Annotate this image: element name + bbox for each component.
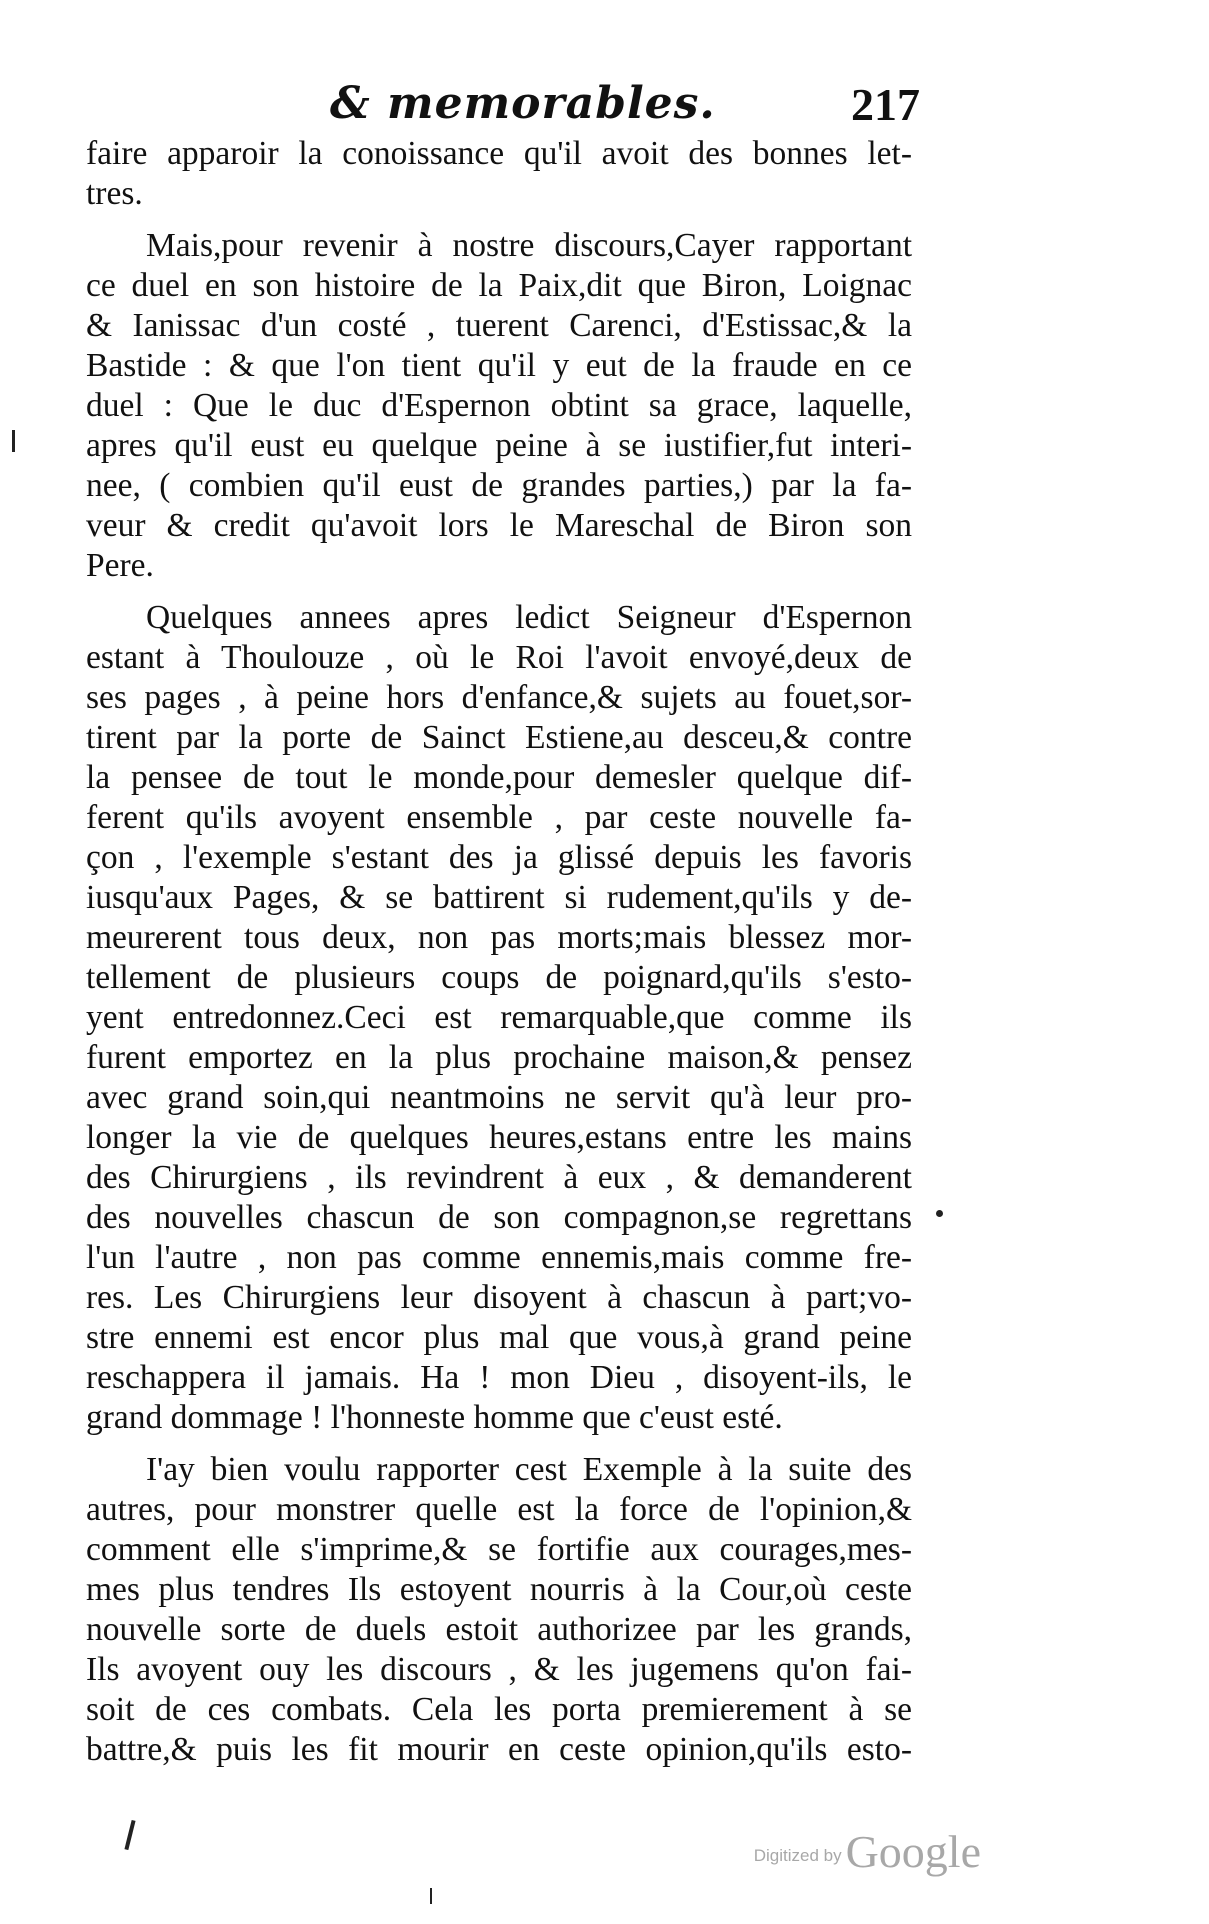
text-line: meurerent tous deux, non pas morts;mais blessez mor- bbox=[86, 919, 912, 956]
text-line: res. Les Chirurgiens leur disoyent à chascun à part;vo- bbox=[86, 1279, 912, 1316]
text-line: & Ianissac d'un costé , tuerent Carenci, d'Estissac,& la bbox=[86, 307, 912, 344]
text-line: ce duel en son histoire de la Paix,dit que Biron, Loignac bbox=[86, 267, 912, 304]
text-line: tellement de plusieurs coups de poignard,qu'ils s'esto- bbox=[86, 959, 912, 996]
body-text bbox=[86, 134, 912, 1770]
google-watermark bbox=[754, 1825, 981, 1878]
text-line: autres, pour monstrer quelle est la force de l'opinion,& bbox=[86, 1491, 912, 1528]
scan-speck bbox=[936, 1210, 943, 1217]
text-line: apres qu'il eust eu quelque peine à se iustifier,fut interi- bbox=[86, 427, 912, 464]
text-line: duel : Que le duc d'Espernon obtint sa grace, laquelle, bbox=[86, 387, 912, 424]
text-line: iusqu'aux Pages, & se battirent si rudement,qu'ils y de- bbox=[86, 879, 912, 916]
text-line: nouvelle sorte de duels estoit authorizee par les grands, bbox=[86, 1611, 912, 1648]
watermark-prefix: Digitized by bbox=[753, 1846, 842, 1865]
text-line: grand dommage ! l'honneste homme que c'eust esté. bbox=[86, 1399, 783, 1436]
scan-speck bbox=[12, 430, 15, 452]
text-line: des Chirurgiens , ils revindrent à eux , & demanderent bbox=[86, 1159, 912, 1196]
text-line: Quelques annees apres ledict Seigneur d'Espernon bbox=[146, 599, 912, 636]
text-line: tres. bbox=[86, 175, 143, 212]
scan-speck bbox=[430, 1888, 432, 1904]
text-line: çon , l'exemple s'estant des ja glissé depuis les favoris bbox=[86, 839, 912, 876]
text-line: Pere. bbox=[86, 547, 154, 584]
text-line: I'ay bien voulu rapporter cest Exemple à la suite des bbox=[146, 1451, 912, 1488]
text-line: tirent par la porte de Sainct Estiene,au desceu,& contre bbox=[86, 719, 912, 756]
text-line: mes plus tendres Ils estoyent nourris à la Cour,où ceste bbox=[86, 1571, 912, 1608]
text-line: estant à Thoulouze , où le Roi l'avoit envoyé,deux de bbox=[86, 639, 912, 676]
text-line: avec grand soin,qui neantmoins ne servit qu'à leur pro- bbox=[86, 1079, 912, 1116]
text-line: la pensee de tout le monde,pour demesler quelque dif- bbox=[86, 759, 912, 796]
text-line: reschappera il jamais. Ha ! mon Dieu , disoyent-ils, le bbox=[86, 1359, 912, 1396]
text-line: veur & credit qu'avoit lors le Mareschal de Biron son bbox=[86, 507, 912, 544]
watermark-brand: Google bbox=[845, 1826, 981, 1877]
page-header bbox=[330, 78, 930, 138]
text-line: comment elle s'imprime,& se fortifie aux courages,mes- bbox=[86, 1531, 912, 1568]
text-line: l'un l'autre , non pas comme ennemis,mais comme fre- bbox=[86, 1239, 912, 1276]
text-line: yent entredonnez.Ceci est remarquable,que comme ils bbox=[86, 999, 912, 1036]
text-line: ferent qu'ils avoyent ensemble , par ceste nouvelle fa- bbox=[86, 799, 912, 836]
text-line: Bastide : & que l'on tient qu'il y eut de la fraude en ce bbox=[86, 347, 912, 384]
text-line: ses pages , à peine hors d'enfance,& sujets au fouet,sor- bbox=[86, 679, 912, 716]
text-line: stre ennemi est encor plus mal que vous,à grand peine bbox=[86, 1319, 912, 1356]
text-line: longer la vie de quelques heures,estans entre les mains bbox=[86, 1119, 912, 1156]
text-line: Ils avoyent ouy les discours , & les jugemens qu'on fai- bbox=[86, 1651, 912, 1688]
text-line: soit de ces combats. Cela les porta premierement à se bbox=[86, 1691, 912, 1728]
page-number: 217 bbox=[851, 79, 920, 130]
text-line: nee, ( combien qu'il eust de grandes parties,) par la fa- bbox=[86, 467, 912, 504]
text-line: battre,& puis les fit mourir en ceste opinion,qu'ils esto- bbox=[86, 1731, 912, 1768]
text-line: faire apparoir la conoissance qu'il avoit des bonnes let- bbox=[86, 135, 912, 172]
text-line: des nouvelles chascun de son compagnon,se regrettans bbox=[86, 1199, 912, 1236]
text-line: Mais,pour revenir à nostre discours,Cayer rapportant bbox=[146, 227, 912, 264]
scan-speck bbox=[124, 1820, 135, 1850]
running-head: & memorables. bbox=[330, 78, 716, 129]
text-line: furent emportez en la plus prochaine maison,& pensez bbox=[86, 1039, 912, 1076]
